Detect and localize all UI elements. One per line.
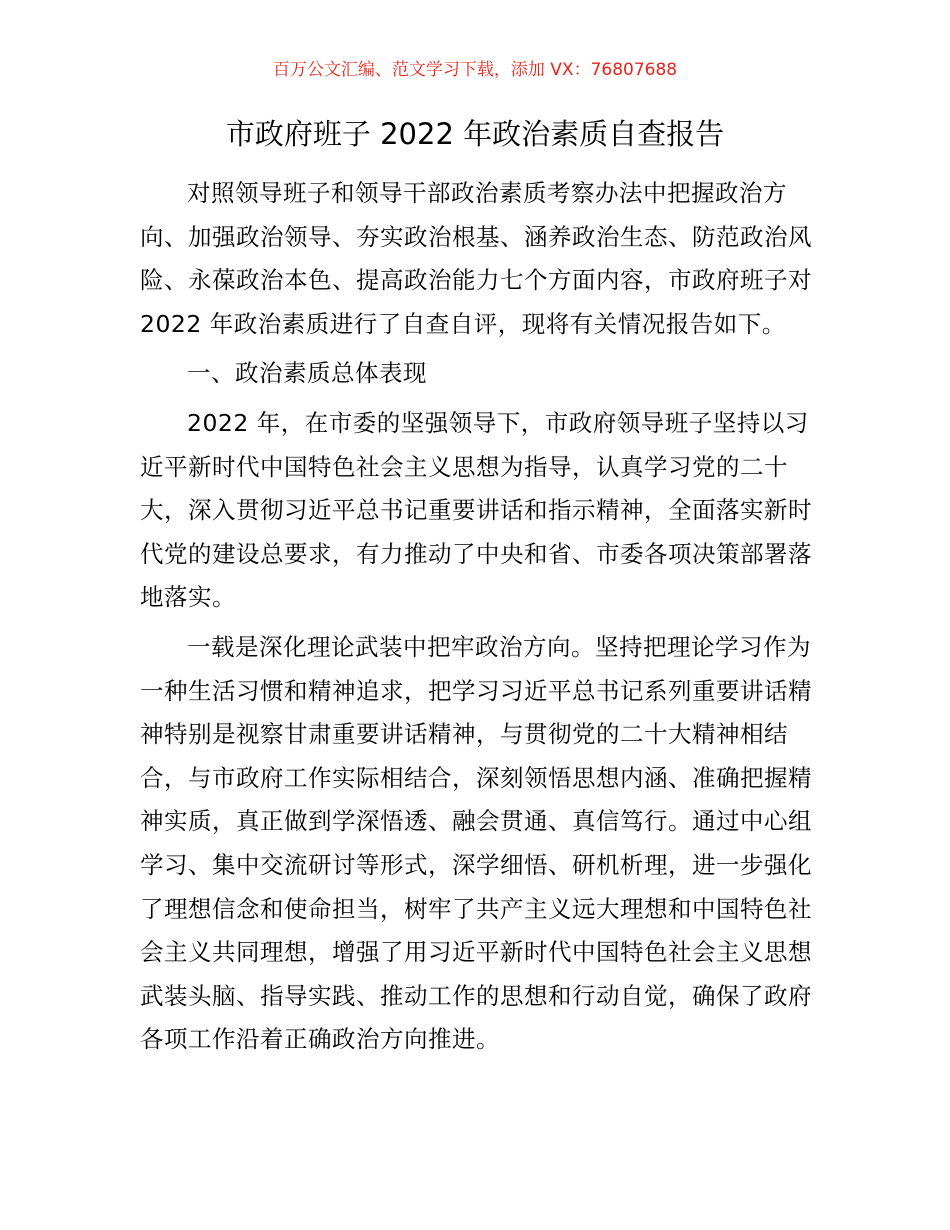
document-title: 市政府班子 2022 年政治素质自查报告 (225, 117, 725, 151)
paragraph-theory: 一载是深化理论武装中把牢政治方向。坚持把理论学习作为一种生活习惯和精神追求，把学习习近平总书记系列重要讲话精神特别是视察甘肃重要讲话精神，与贯彻党的二十大精神相结合，与市政府工作实际相结合，深刻领悟思想内涵、准确把握精神实质，真正做到学深悟透、融会贯通、真信笃行。通过中心组学习、集中交流研讨等形式，深学细悟、研机析理，进一步强化了理想信念和使命担当，树牢了共产主义远大理想和中国特色社会主义共同理想，增强了用习近平新时代中国特色社会主义思想武装头脑、指导实践、推动工作的思想和行动自觉，确保了政府各项工作沿着正确政治方向推进。 (140, 632, 812, 1054)
document-body (140, 172, 814, 1062)
section-heading-overall: 一、政治素质总体表现 (187, 359, 427, 388)
header-note: 百万公文汇编、范文学习下载，添加 VX：76807688 (272, 60, 678, 80)
paragraph-overview: 2022 年，在市委的坚强领导下，市政府领导班子坚持以习近平新时代中国特色社会主义思想为指导，认真学习党的二十大，深入贯彻习近平总书记重要讲话和指示精神，全面落实新时代党的建设总要求，有力推动了中央和省、市委各项决策部署落地落实。 (140, 408, 812, 612)
paragraph-intro: 对照领导班子和领导干部政治素质考察办法中把握政治方向、加强政治领导、夯实政治根基、涵养政治生态、防范政治风险、永葆政治本色、提高政治能力七个方面内容，市政府班子对 2022 年政治素质进行了自查自评，现将有关情况报告如下。 (140, 179, 812, 338)
